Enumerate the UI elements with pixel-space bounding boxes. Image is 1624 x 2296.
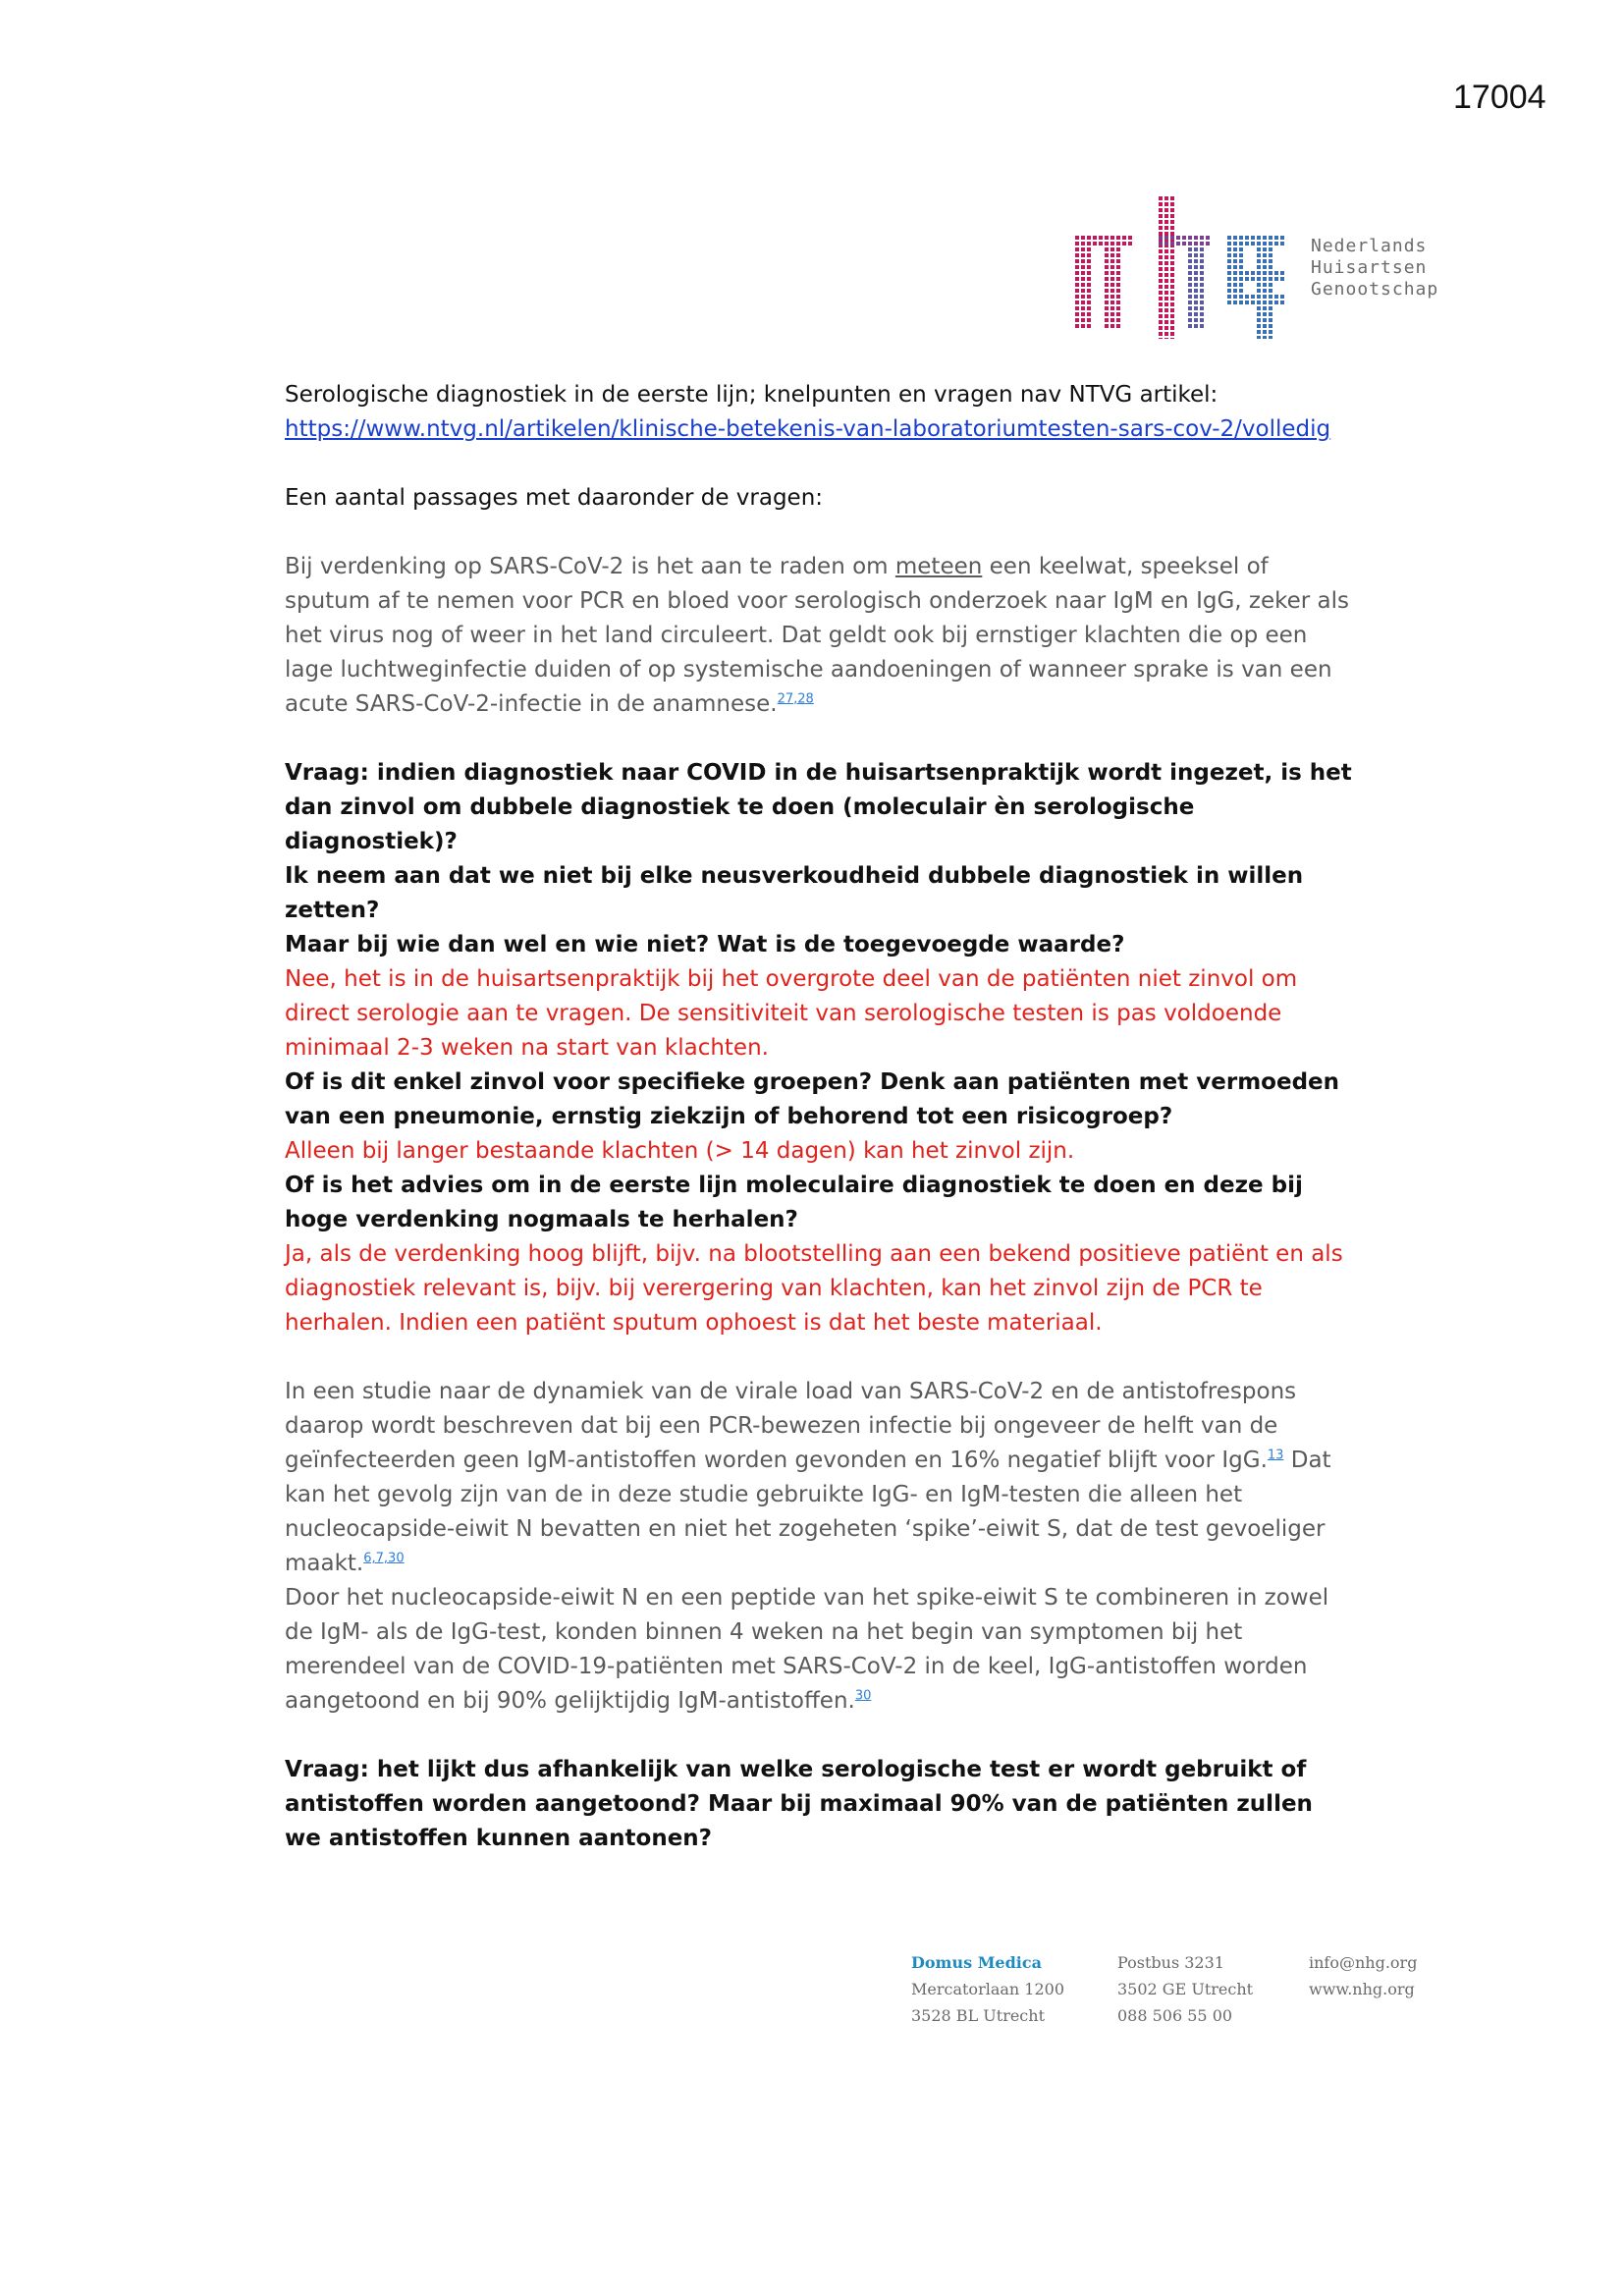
answer-1: Nee, het is in de huisartsenpraktijk bij het overgrote deel van de patiënten niet zinvol om direct serologie aan te vragen. De sensitiviteit van serologische testen is pas voldoende minimaal 2-3 weken na start van klachten. [285, 966, 1298, 1061]
footer-postal-column [1117, 1949, 1253, 2029]
question-5: Of is het advies om in de eerste lijn moleculaire diagnostiek te doen en deze bij hoge verdenking nogmaals te herhalen? [285, 1173, 1303, 1232]
answer-2: Alleen bij langer bestaande klachten (> 14 dagen) kan het zinvol zijn. [285, 1138, 1075, 1164]
footer-email[interactable]: info@nhg.org [1309, 1953, 1418, 1972]
reference-link[interactable]: 6,7,30 [363, 1551, 405, 1566]
question-3: Maar bij wie dan wel en wie niet? Wat is de toegevoegde waarde? [285, 932, 1125, 957]
question-1: Vraag: indien diagnostiek naar COVID in de huisartsenpraktijk wordt ingezet, is het dan zinvol om dubbele diagnostiek te doen (moleculair èn serologische diagnostiek)? [285, 760, 1352, 854]
reference-link[interactable]: 13 [1267, 1448, 1284, 1463]
answer-3: Ja, als de verdenking hoog blijft, bijv. na blootstelling aan een bekend positieve patiënt en als diagnostiek relevant is, bijv. bij verergering van klachten, kan het zinvol zijn de PCR te herhalen. Indien een patiënt sputum ophoest is dat het beste materiaal. [285, 1241, 1343, 1336]
footer-brand: Domus Medica [911, 1953, 1042, 1972]
quoted-passage-1: Bij verdenking op SARS-CoV-2 is het aan te raden om meteen een keelwat, speeksel of sputum af te nemen voor PCR en bloed voor serologisch onderzoek naar IgM en IgG, zeker als het virus nog of weer in het land circuleert. Dat geldt ook bij ernstiger klachten die op een lage luchtweginfectie duiden of op systemische aandoeningen of wanneer sprake is van een acute SARS-CoV-2-infectie in de anamnese.$^{27,28}$ [285, 554, 1349, 717]
footer-website[interactable]: www.nhg.org [1309, 1980, 1415, 1998]
reference-link[interactable]: 27,28 [777, 691, 814, 707]
intro-title: Serologische diagnostiek in de eerste lijn; knelpunten en vragen nav NTVG artikel: [285, 382, 1218, 408]
document-body [285, 378, 1355, 1856]
footer-postbus: Postbus 3231 [1117, 1953, 1224, 1972]
logo-line-2: Huisartsen [1311, 257, 1428, 278]
logo-line-3: Genootschap [1311, 279, 1439, 300]
final-question: Vraag: het lijkt dus afhankelijk van welke serologische test er wordt gebruikt of antistoffen worden aangetoond? Maar bij maximaal 90% van de patiënten zullen we antistoffen kunnen aantonen? [285, 1757, 1313, 1851]
logo-wordmark [1311, 236, 1438, 301]
quoted-passage-2: In een studie naar de dynamiek van de virale load van SARS-CoV-2 en de antistofrespons daarop wordt beschreven dat bij een PCR-bewezen infectie bij ongeveer de helft van de geïnfecteerden geen IgM-antistoffen worden gevonden en 16% negatief blijft voor IgG.$^{13}$ Dat kan het gevolg zijn van de in deze studie gebruikte IgG- en IgM-testen die alleen het nucleocapside-eiwit N bevatten en niet het zogeheten ‘spike’-eiwit S, dat de test gevoeliger maakt.$^{6,7,30}$ [285, 1379, 1331, 1576]
underlined-word: meteen [894, 554, 983, 579]
footer-postal-city: 3502 GE Utrecht [1117, 1980, 1254, 1998]
quoted-passage-3: Door het nucleocapside-eiwit N en een peptide van het spike-eiwit S te combineren in zowel de IgM- als de IgG-test, konden binnen 4 weken na het begin van symptomen bij het merendeel van de COVID-19-patiënten met SARS-CoV-2 in de keel, IgG-antistoffen worden aangetoond en bij 90% gelijktijdig IgM-antistoffen.$^{30}$ [285, 1585, 1329, 1714]
page-number: 17004 [1453, 79, 1546, 116]
footer-contact-column [1309, 1949, 1417, 2002]
footer-street: Mercatorlaan 1200 [911, 1980, 1065, 1998]
question-4: Of is dit enkel zinvol voor specifieke groepen? Denk aan patiënten met vermoeden van een pneumonie, ernstig ziekzijn of behorend tot een risicogroep? [285, 1069, 1340, 1129]
letterhead-footer [911, 1949, 1422, 2038]
footer-phone: 088 506 55 00 [1117, 2006, 1233, 2025]
footer-city: 3528 BL Utrecht [911, 2006, 1045, 2025]
ntvg-article-link[interactable]: https://www.ntvg.nl/artikelen/klinische-betekenis-van-laboratoriumtesten-sars-cov-2/volledig [285, 416, 1331, 442]
reference-link[interactable]: 30 [854, 1688, 872, 1704]
logo-line-1: Nederlands [1311, 236, 1428, 256]
question-2: Ik neem aan dat we niet bij elke neusverkoudheid dubbele diagnostiek in willen zetten? [285, 863, 1304, 923]
intro-lead: Een aantal passages met daaronder de vragen: [285, 485, 824, 511]
footer-address-column [911, 1949, 1064, 2029]
